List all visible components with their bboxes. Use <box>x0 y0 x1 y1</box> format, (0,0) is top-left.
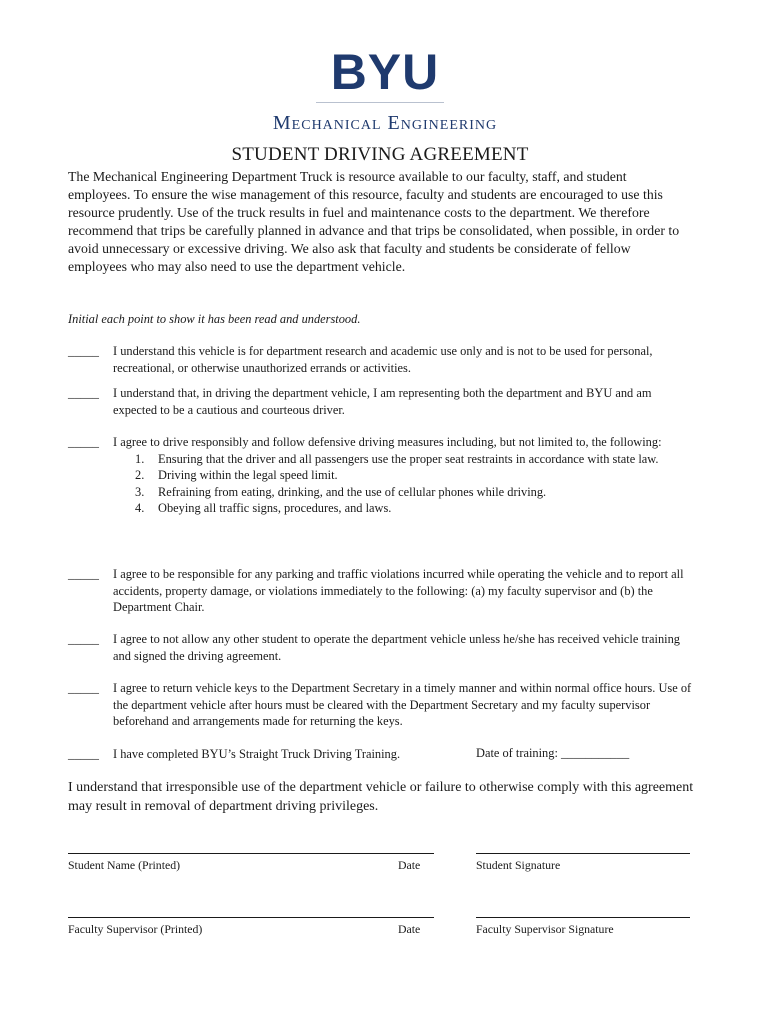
agreement-item-1 <box>68 343 698 376</box>
agreement-text: I agree to not allow any other student to operate the department vehicle unless he/she has received vehicle training and signed the driving agreement. <box>113 632 681 663</box>
agreement-text: I agree to return vehicle keys to the Department Secretary in a timely manner and within normal office hours. Use of the department vehicle after hours must be cleared with the Department Secretary and my faculty supervisor beforehand and arrangements made for returning the keys. <box>113 681 692 729</box>
list-item <box>135 484 698 501</box>
list-item <box>135 451 698 468</box>
logo-brand: BYU <box>330 44 440 100</box>
agreement-item-5 <box>68 631 698 664</box>
list-number: 1. <box>135 451 145 466</box>
initial-blank[interactable]: _____ <box>68 386 99 400</box>
list-item <box>135 467 698 484</box>
agreement-item-3 <box>68 434 698 517</box>
student-name-label: Student Name (Printed) <box>68 858 181 872</box>
agreement-item-7 <box>68 746 468 763</box>
page-title: STUDENT DRIVING AGREEMENT <box>231 144 529 165</box>
student-signature-line[interactable] <box>476 853 690 854</box>
supervisor-name-label: Faculty Supervisor (Printed) <box>68 922 203 936</box>
training-date-field[interactable]: Date of training: ___________ <box>476 746 630 760</box>
list-item <box>135 500 698 517</box>
list-item-text: Ensuring that the driver and all passengers use the proper seat restraints in accordance with state law. <box>158 451 659 466</box>
list-item-text: Driving within the legal speed limit. <box>158 468 338 483</box>
supervisor-name-line[interactable] <box>68 917 434 918</box>
agreement-item-6 <box>68 680 698 730</box>
initial-blank[interactable]: _____ <box>68 632 99 646</box>
supervisor-signature-label: Faculty Supervisor Signature <box>476 922 614 936</box>
supervisor-date-label: Date <box>398 922 421 936</box>
initial-blank[interactable]: _____ <box>68 344 99 358</box>
closing-statement: I understand that irresponsible use of the department vehicle or failure to otherwise comply with this agreement may result in removal of department driving privileges. <box>68 780 694 814</box>
agreement-text: I have completed BYU’s Straight Truck Driving Training. <box>113 747 401 761</box>
student-signature-label: Student Signature <box>476 858 561 872</box>
logo-divider <box>316 102 444 103</box>
agreement-text: I agree to drive responsibly and follow defensive driving measures including, but not limited to, the following: <box>113 435 662 449</box>
driving-measures-list <box>68 451 698 517</box>
list-item-text: Obeying all traffic signs, procedures, and laws. <box>158 501 392 516</box>
initial-blank[interactable]: _____ <box>68 435 99 449</box>
initial-blank[interactable]: _____ <box>68 567 99 581</box>
list-item-text: Refraining from eating, drinking, and the use of cellular phones while driving. <box>158 484 547 499</box>
agreement-text: I understand this vehicle is for department research and academic use only and is not to be used for personal, recreational, or otherwise unauthorized errands or activities. <box>113 344 653 375</box>
student-name-line[interactable] <box>68 853 434 854</box>
agreement-item-4 <box>68 566 698 616</box>
agreement-text: I understand that, in driving the department vehicle, I am representing both the department and BYU and am expected to be a cautious and courteous driver. <box>113 386 652 417</box>
instruction-text: Initial each point to show it has been read and understood. <box>68 312 361 326</box>
student-date-label: Date <box>398 858 421 872</box>
agreement-text: I agree to be responsible for any parking and traffic violations incurred while operating the vehicle and to report all accidents, property damage, or violations immediately to the following: (a) my faculty supervisor and (b) the Department Chair. <box>113 567 684 615</box>
list-number: 4. <box>135 501 145 516</box>
logo-department: Mechanical Engineering <box>272 112 498 134</box>
agreement-item-2 <box>68 385 698 418</box>
list-number: 2. <box>135 468 145 483</box>
list-number: 3. <box>135 484 145 499</box>
initial-blank[interactable]: _____ <box>68 681 99 695</box>
initial-blank[interactable]: _____ <box>68 747 99 761</box>
supervisor-signature-line[interactable] <box>476 917 690 918</box>
intro-paragraph: The Mechanical Engineering Department Truck is resource available to our faculty, staff, and student employees. To ensure the wise management of this resource, faculty and students are encouraged to use this resource prudently. Use of the truck results in fuel and maintenance costs to the department. We therefore recommend that trips be carefully planned in advance and that trips be consolidated, when possible, in order to avoid unnecessary or excessive driving. We also ask that faculty and students be considerate of fellow employees who may also need to use the department vehicle. <box>68 169 680 274</box>
